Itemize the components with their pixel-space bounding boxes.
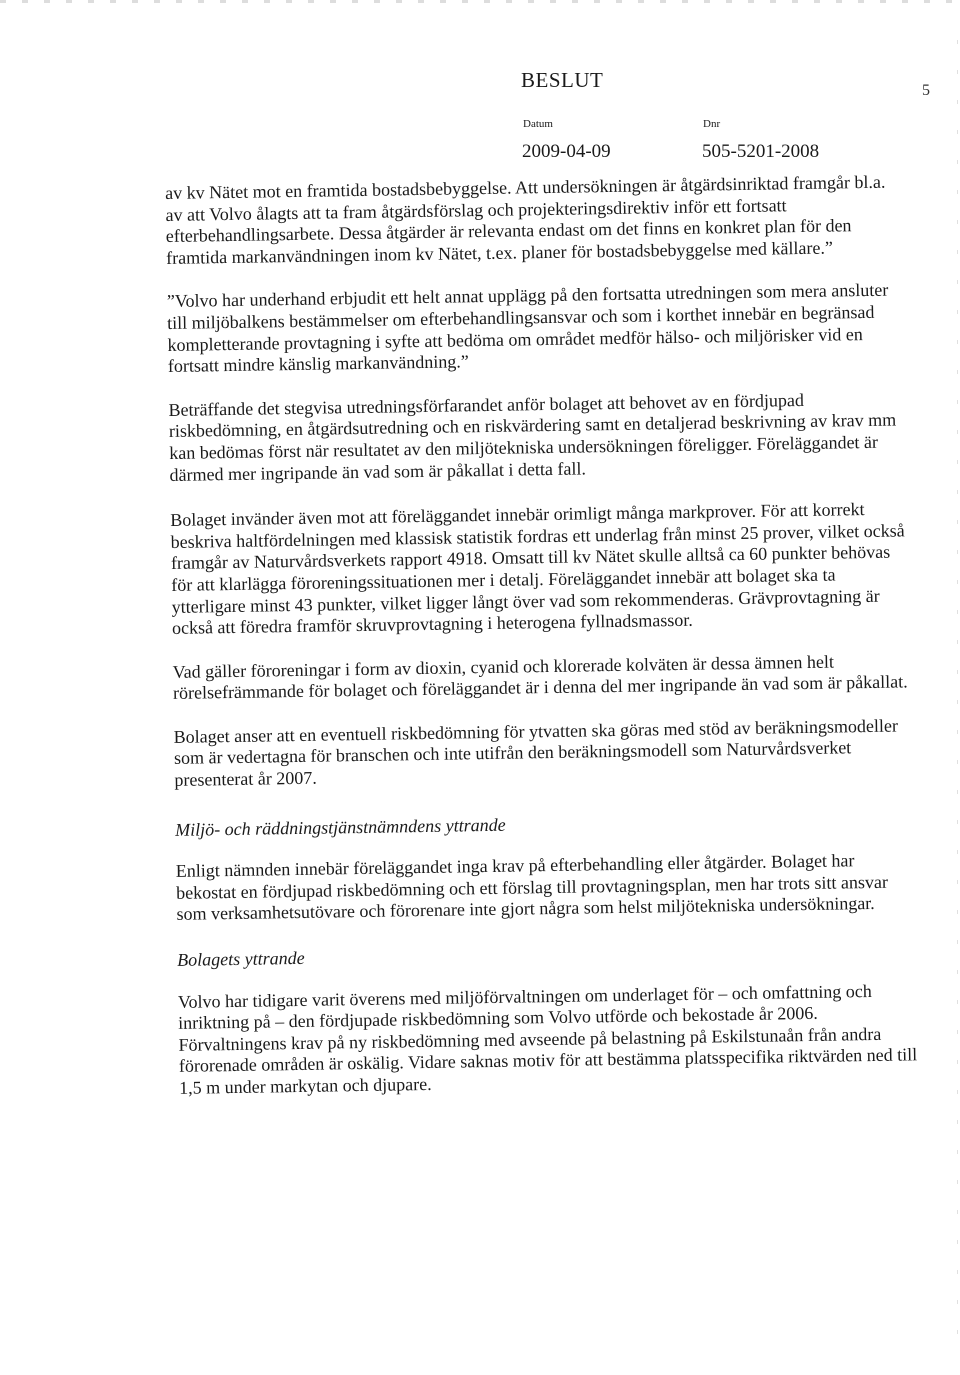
paragraph: Enligt nämnden innebär föreläggandet inga krav på efterbehandling eller åtgärder. Bolaget har bekostat en fördjupad riskbedömning och ett förslag till provtagningsplan, men har trots sitt ansvar som verksamhetsutövare och förorenare inte gjort några som helst miljötekniska undersökningar. xyxy=(175,850,889,925)
paragraph: Bolaget invänder även mot att föreläggandet innebär orimligt många markprover. För att korrekt beskriva haltfördelningen med klassisk statistik fordras ett underlag från minst 25 prover, vilket också framgår av Naturvårdsverkets rapport 4918. Omsatt till kv Nätet skulle alltså ca 60 punkter behövas för att klarlägga föroreningssituationen mer i detalj. Föreläggandet innebär att bolaget ska ta ytterligare minst 43 punkter, vilket ligger långt över vad som rekommenderas. Grävprovtagning är också att föredra framför skruvprovtagning i heterogena fyllnadsmassor. xyxy=(170,499,905,639)
paragraph: Bolaget anser att en eventuell riskbedömning för ytvatten ska göras med stöd av beräkningsmodeller som är vedertagna för branschen och inte utifrån den beräkningsmodell som Naturvårdsverket presenterat år 2007. xyxy=(173,715,899,790)
date-value: 2009-04-09 xyxy=(522,141,611,162)
date-label: Datum xyxy=(523,118,553,130)
section-heading: Miljö- och räddningstjänstnämndens yttrande xyxy=(175,814,506,840)
dnr-value: 505-5201-2008 xyxy=(702,141,820,162)
paragraph: Beträffande det stegvisa utredningsförfarandet anför bolaget att behovet av en fördjupad riskbedömning, en åtgärdsutredning och en riskvärdering samt en detaljerad beskrivning av krav mm kan bedömas först när resultatet av den miljötekniska undersökningen föreligger. Föreläggandet är därmed mer ingripande än vad som är påkallat i detta fall. xyxy=(168,389,897,485)
section-heading: Bolagets yttrande xyxy=(177,947,305,970)
page-number: 5 xyxy=(922,82,930,99)
paragraph: Vad gäller föroreningar i form av dioxin, cyanid och klorerade kolväten är dessa ämnen helt rörelsefrämmande för bolaget och föreläggandet är i denna del mer ingripande än vad som är påkallat. xyxy=(172,651,908,704)
dnr-label: Dnr xyxy=(703,118,721,130)
paragraph: av kv Nätet mot en framtida bostadsbebyggelse. Att undersökningen är åtgärdsinriktad framgår bl.a. av att Volvo ålagts att ta fram åtgärdsförslag och projekteringsdirektiv inför ett fortsatt efterbehandlingsarbete. Dessa åtgärder är relevanta endast om det finns en konkret plan för den framtida markanvändningen inom kv Nätet, t.ex. planer för bostadsbebyggelse med källare.” xyxy=(165,171,886,268)
paragraph: Volvo har tidigare varit överens med miljöförvaltningen om underlaget för – och omfattning och inriktning på – den fördjupade riskbedömning som Volvo utförde och bekostade år 2006. Förvaltningens krav på ny riskbedömning med avseende på belastning på Eskilstunaån från andra förorenade områden är oskälig. Vidare saknas motiv för att bestämma platsspecifika riktvärden ned till 1,5 m under markytan och djupare. xyxy=(177,980,918,1098)
document-body xyxy=(165,171,919,1099)
scan-edge-right xyxy=(957,40,958,1340)
document-title: BESLUT xyxy=(521,68,604,92)
scan-edge-top xyxy=(0,0,960,3)
paragraph: ”Volvo har underhand erbjudit ett helt annat upplägg på den fortsatta utredningen som mera ansluter till miljöbalkens bestämmelser om efterbehandlingsansvar och som i korthet innebär en begränsad kompletterande provtagning i syfte att bedöma om området medför hälso- och miljörisker vid en fortsatt mindre känslig markanvändning.” xyxy=(166,280,889,377)
